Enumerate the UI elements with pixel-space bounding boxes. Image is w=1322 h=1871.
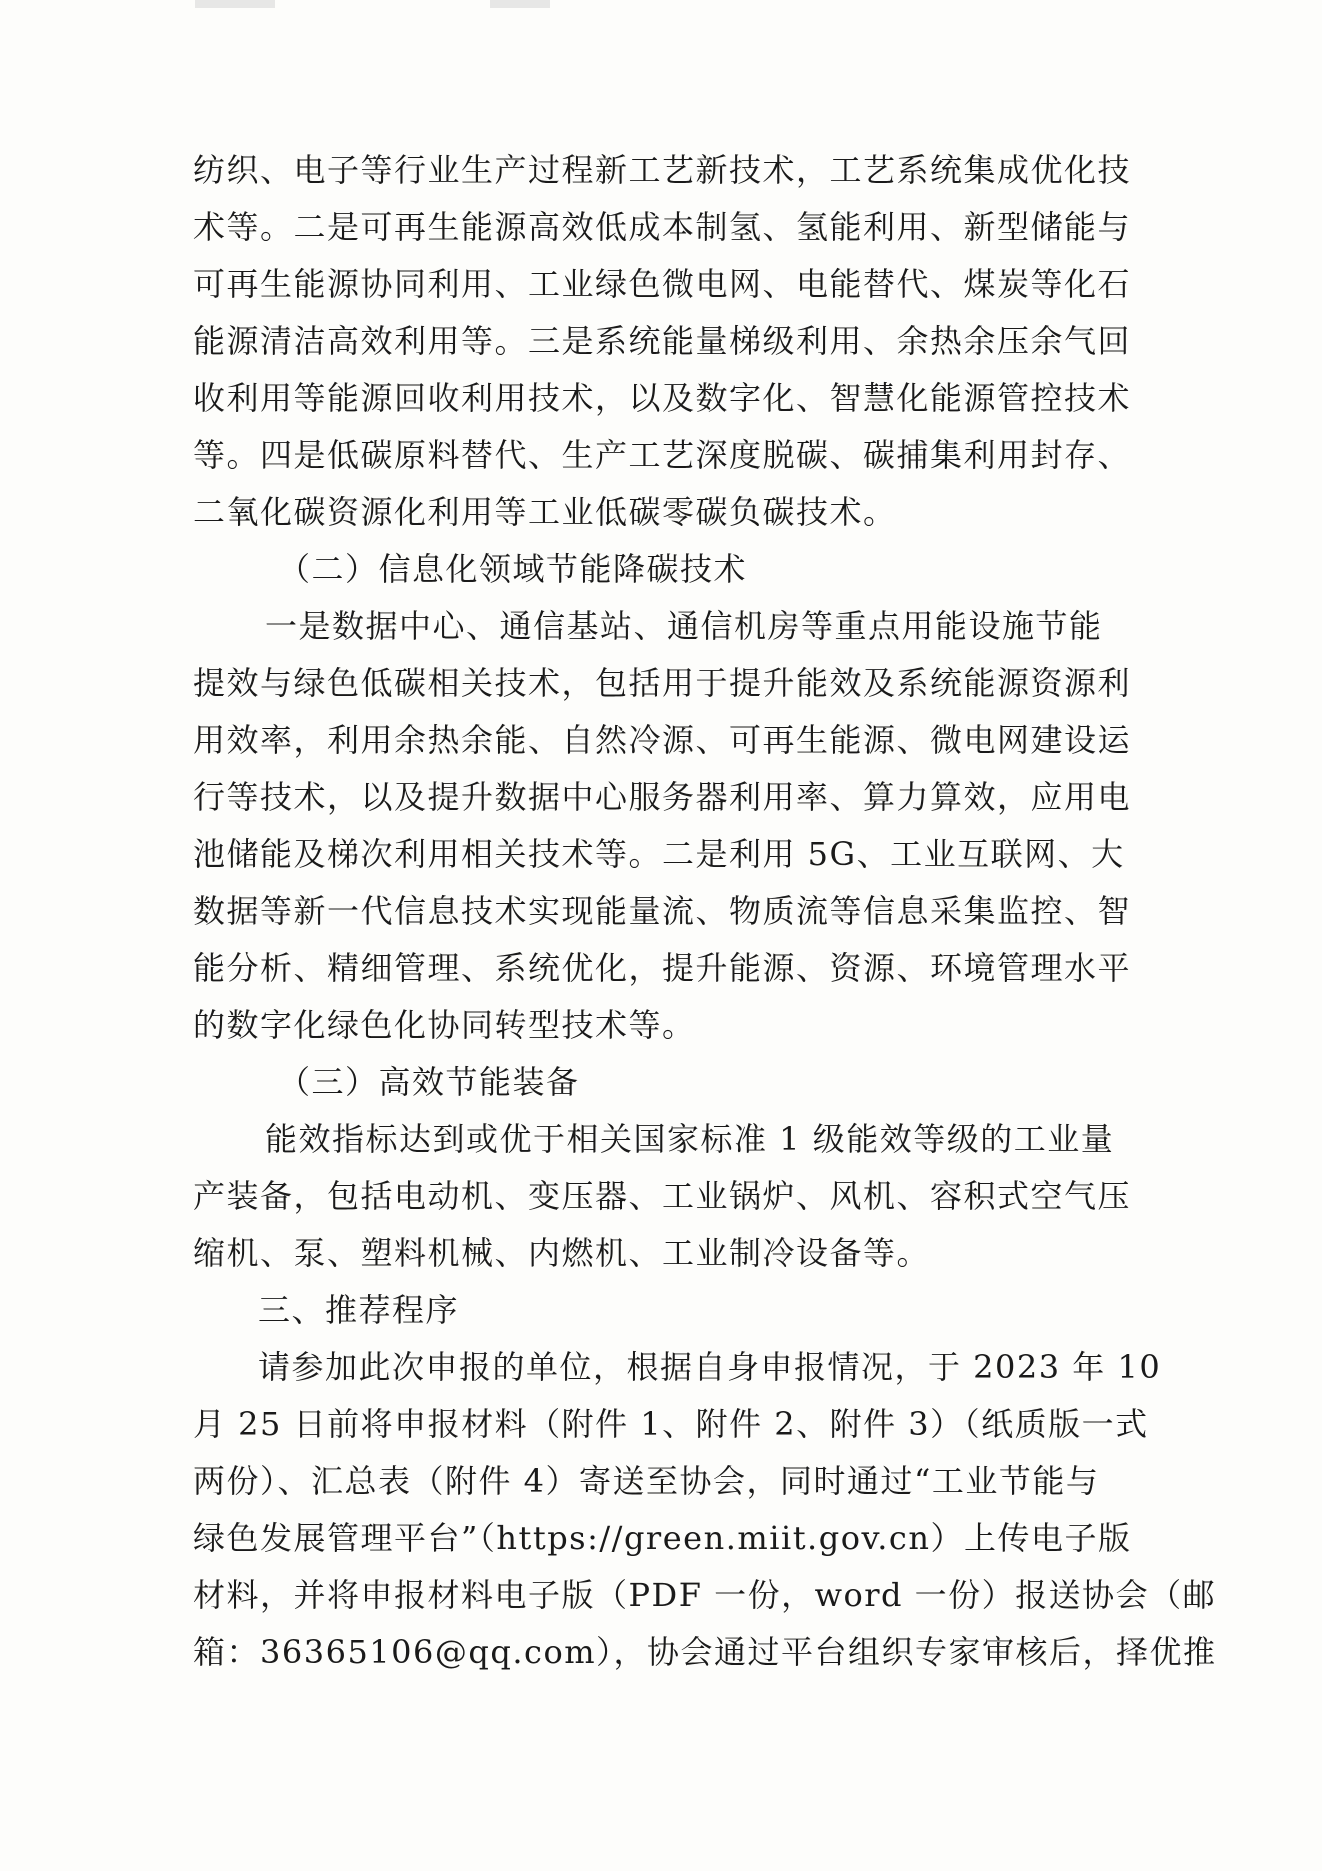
paragraph-line: 请参加此次申报的单位，根据自身申报情况，于 2023 年 10 bbox=[258, 1348, 1162, 1386]
paragraph-line: 二氧化碳资源化利用等工业低碳零碳负碳技术。 bbox=[193, 493, 897, 531]
paragraph-line: 纺织、电子等行业生产过程新工艺新技术，工艺系统集成优化技 bbox=[193, 151, 1132, 189]
paragraph-line: 能效指标达到或优于相关国家标准 1 级能效等级的工业量 bbox=[265, 1120, 1115, 1158]
paragraph-line: 产装备，包括电动机、变压器、工业锅炉、风机、容积式空气压 bbox=[193, 1177, 1132, 1215]
paragraph-line: 的数字化绿色化协同转型技术等。 bbox=[193, 1006, 696, 1044]
paragraph-line: 能分析、精细管理、系统优化，提升能源、资源、环境管理水平 bbox=[193, 949, 1132, 987]
paragraph-line: 箱：36365106@qq.com），协会通过平台组织专家审核后，择优推 bbox=[193, 1633, 1217, 1671]
paragraph-line: 月 25 日前将申报材料（附件 1、附件 2、附件 3）（纸质版一式 bbox=[193, 1405, 1149, 1443]
paragraph-line: 可再生能源协同利用、工业绿色微电网、电能替代、煤炭等化石 bbox=[193, 265, 1132, 303]
paragraph-line: 术等。二是可再生能源高效低成本制氢、氢能利用、新型储能与 bbox=[193, 208, 1132, 246]
paragraph-line: 等。四是低碳原料替代、生产工艺深度脱碳、碳捕集利用封存、 bbox=[193, 436, 1132, 474]
paragraph-line: 收利用等能源回收利用技术，以及数字化、智慧化能源管控技术 bbox=[193, 379, 1132, 417]
scan-bleed-mark bbox=[490, 0, 550, 8]
paragraph-line: 缩机、泵、塑料机械、内燃机、工业制冷设备等。 bbox=[193, 1234, 931, 1272]
paragraph-line: 材料，并将申报材料电子版（PDF 一份，word 一份）报送协会（邮 bbox=[193, 1576, 1217, 1614]
section-heading: （三）高效节能装备 bbox=[278, 1063, 580, 1101]
paragraph-line: 数据等新一代信息技术实现能量流、物质流等信息采集监控、智 bbox=[193, 892, 1132, 930]
paragraph-line: 池储能及梯次利用相关技术等。二是利用 5G、工业互联网、大 bbox=[193, 835, 1125, 873]
paragraph-line: 绿色发展管理平台”（https://green.miit.gov.cn）上传电子版 bbox=[193, 1519, 1132, 1557]
section-heading: 三、推荐程序 bbox=[258, 1291, 460, 1329]
section-heading: （二）信息化领域节能降碳技术 bbox=[278, 550, 748, 588]
scan-bleed-mark bbox=[195, 0, 275, 8]
paragraph-line: 用效率，利用余热余能、自然冷源、可再生能源、微电网建设运 bbox=[193, 721, 1132, 759]
paragraph-line: 提效与绿色低碳相关技术，包括用于提升能效及系统能源资源利 bbox=[193, 664, 1132, 702]
paragraph-line: 能源清洁高效利用等。三是系统能量梯级利用、余热余压余气回 bbox=[193, 322, 1132, 360]
paragraph-line: 一是数据中心、通信基站、通信机房等重点用能设施节能 bbox=[265, 607, 1103, 645]
paragraph-line: 两份）、汇总表（附件 4）寄送至协会，同时通过“工业节能与 bbox=[193, 1462, 1100, 1500]
paragraph-line: 行等技术，以及提升数据中心服务器利用率、算力算效，应用电 bbox=[193, 778, 1132, 816]
